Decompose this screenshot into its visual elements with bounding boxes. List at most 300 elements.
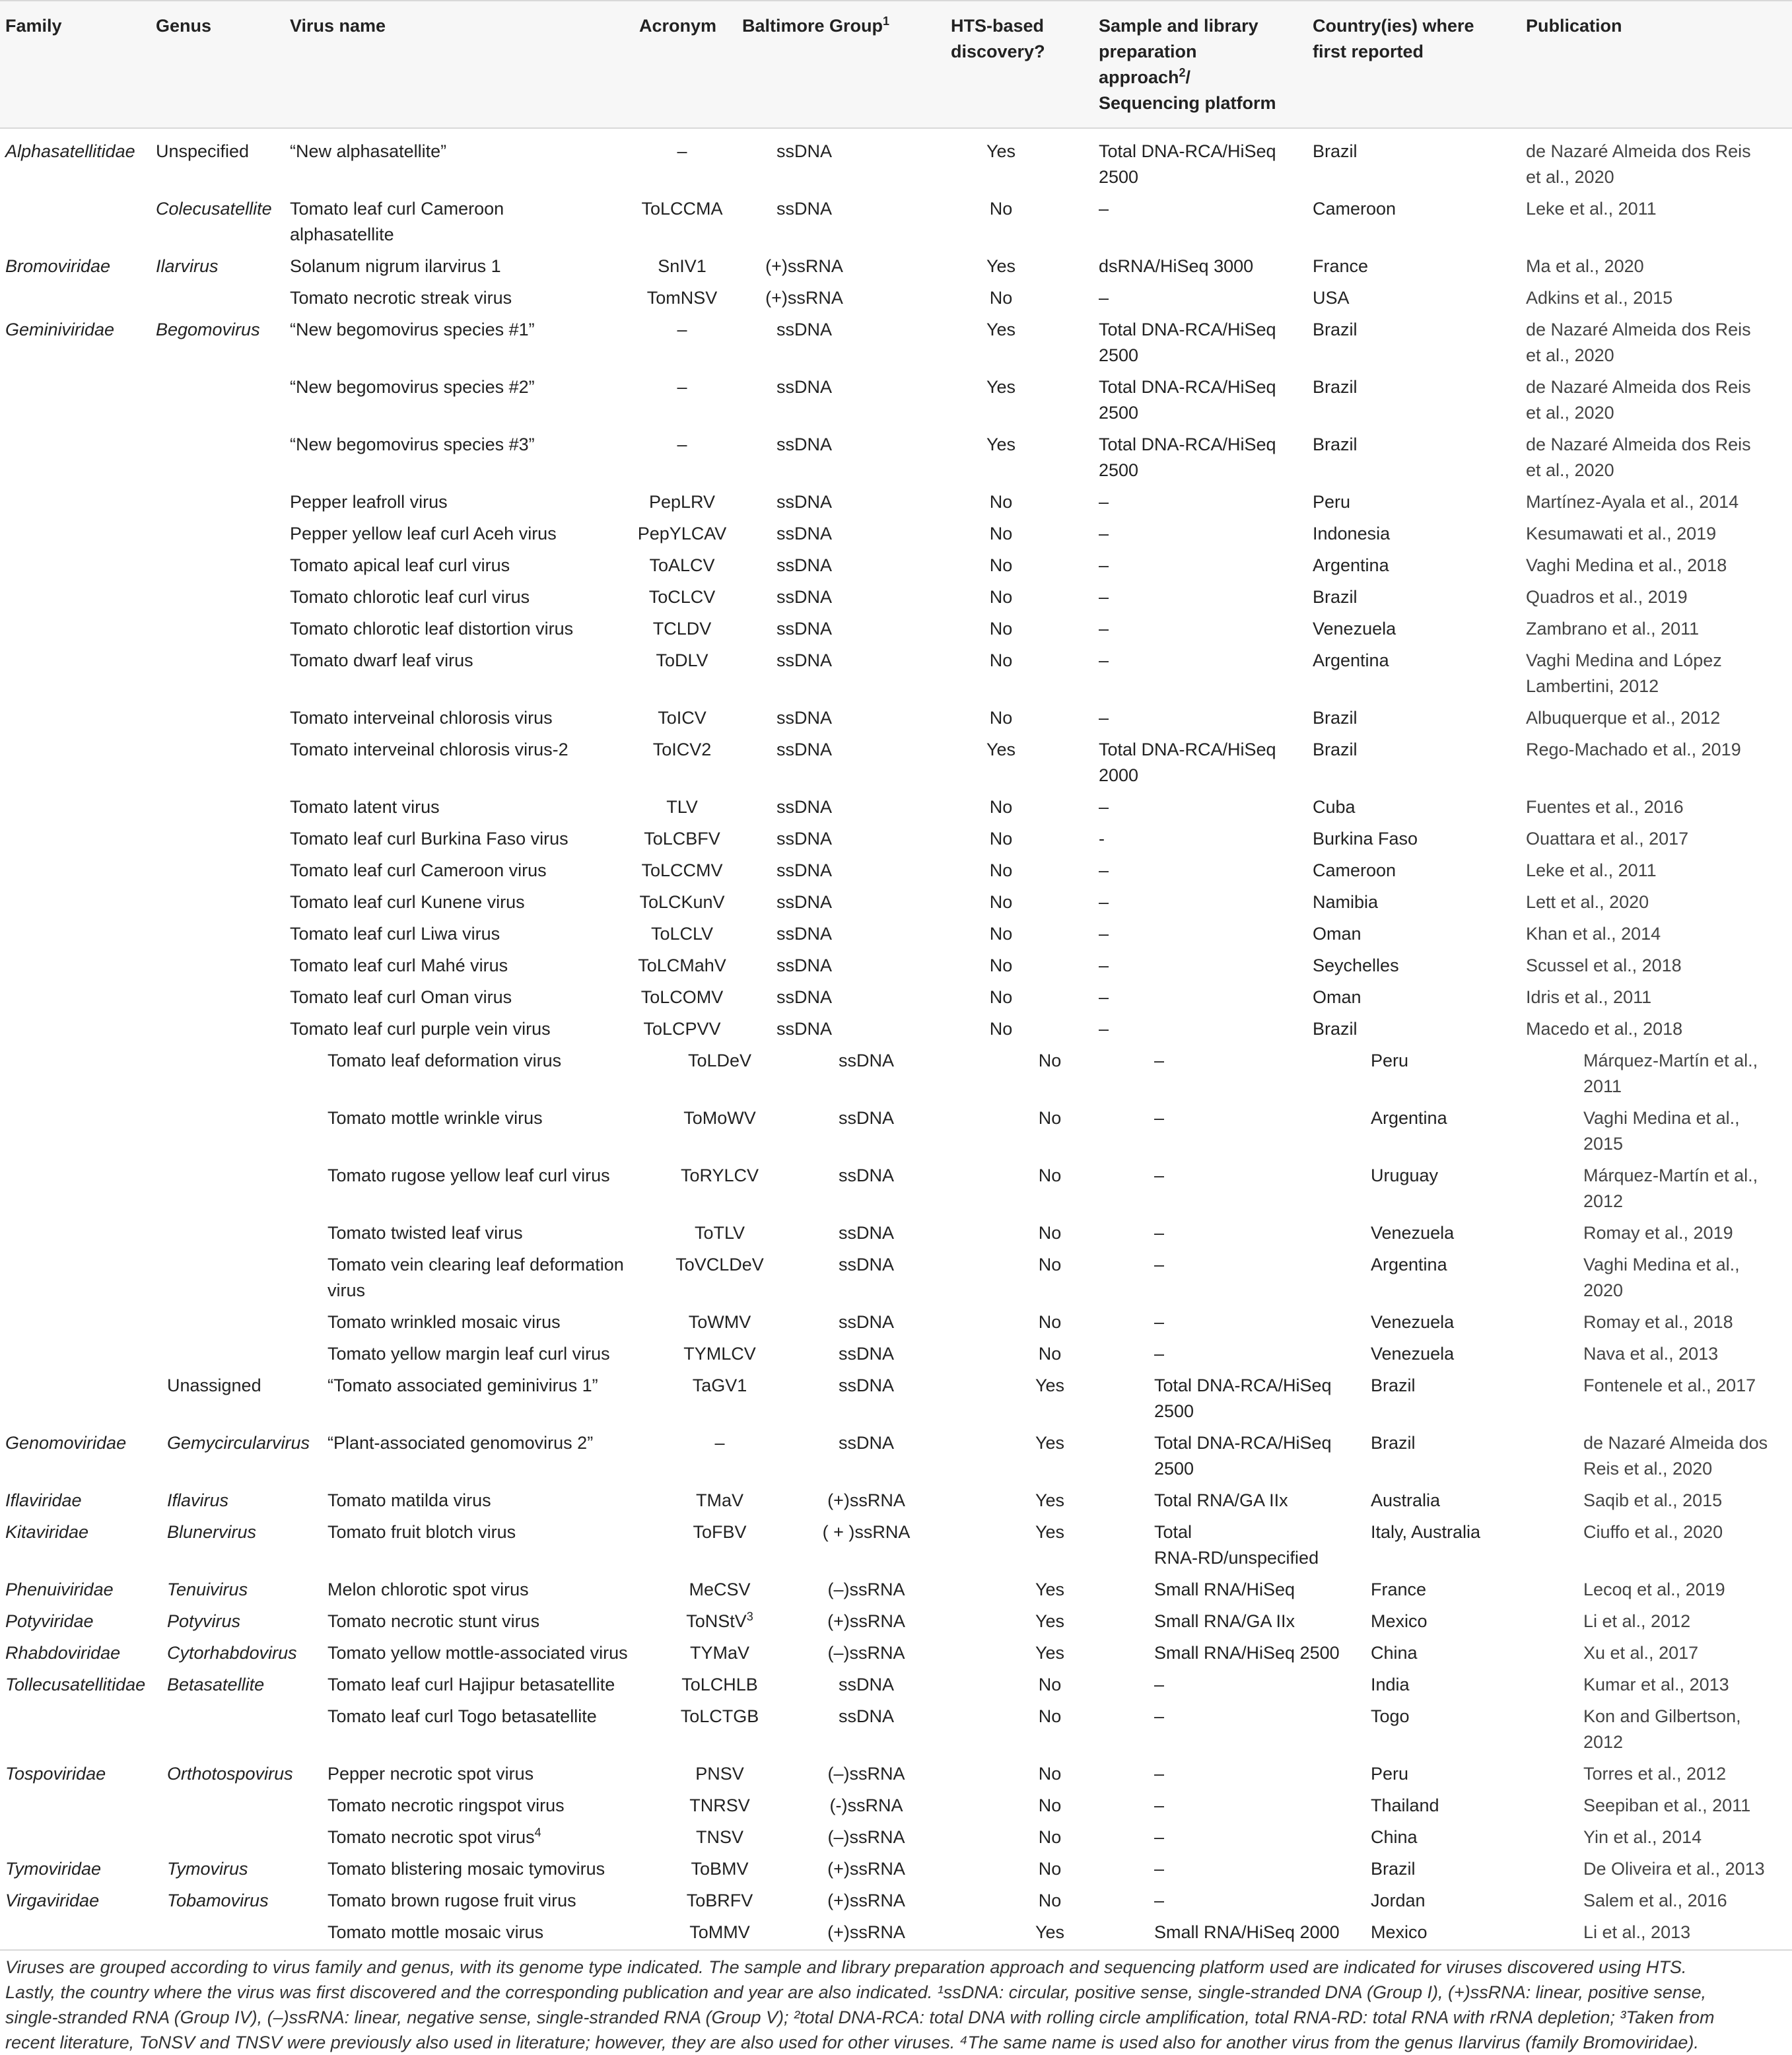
cell-family: Alphasatellitidae: [5, 141, 135, 161]
cell-publication: Reis et al., 2020: [1583, 1459, 1713, 1479]
cell-publication: Vaghi Medina et al., 2018: [1526, 555, 1727, 575]
cell-country: Peru: [1371, 1764, 1409, 1784]
header-virus-name: Virus name: [290, 16, 386, 36]
cell-country: Italy, Australia: [1371, 1522, 1481, 1542]
header-family: Family: [5, 16, 62, 36]
cell-virus-name: Tomato fruit blotch virus: [327, 1522, 516, 1542]
cell-virus-name: “New begomovirus species #2”: [290, 377, 535, 397]
cell-publication: Kon and Gilbertson,: [1583, 1706, 1741, 1726]
cell-sample-platform: Small RNA/GA IIx: [1154, 1611, 1295, 1631]
cell-sample-platform: Small RNA/HiSeq 2000: [1154, 1922, 1340, 1942]
cell-acronym: TaGV1: [692, 1376, 747, 1395]
acronym-footnote-marker: 3: [746, 1610, 753, 1623]
cell-sample-platform: –: [1154, 1344, 1165, 1364]
cell-baltimore-group: ssDNA: [838, 1166, 895, 1185]
cell-sample-platform: –: [1154, 1891, 1165, 1910]
cell-acronym: TomNSV: [646, 288, 718, 308]
cell-hts-discovery: No: [989, 860, 1013, 880]
cell-acronym: TYMLCV: [683, 1344, 756, 1364]
cell-hts-discovery: No: [989, 288, 1013, 308]
cell-hts-discovery: No: [989, 650, 1013, 670]
cell-sample-platform: –: [1099, 860, 1109, 880]
cell-publication: de Nazaré Almeida dos Reis: [1526, 435, 1751, 454]
cell-acronym: ToMoWV: [683, 1108, 756, 1128]
cell-virus-name: Tomato leaf curl Cameroon: [290, 199, 504, 219]
cell-publication: Vaghi Medina and López: [1526, 650, 1722, 670]
cell-country: Indonesia: [1313, 524, 1391, 543]
cell-publication: De Oliveira et al., 2013: [1583, 1859, 1765, 1879]
cell-country: Brazil: [1371, 1376, 1416, 1395]
header-hts-line1: HTS-based: [951, 16, 1045, 36]
cell-acronym: PepLRV: [648, 492, 716, 512]
cell-family: Tymoviridae: [5, 1859, 102, 1879]
cell-country: Argentina: [1313, 650, 1389, 670]
cell-country: Argentina: [1371, 1255, 1447, 1274]
cell-country: Oman: [1313, 987, 1361, 1007]
cell-sample-platform: 2500: [1099, 460, 1139, 480]
cell-country: Cuba: [1313, 797, 1356, 817]
cell-publication: Zambrano et al., 2011: [1526, 619, 1700, 639]
cell-country: Oman: [1313, 924, 1361, 944]
cell-genus: Blunervirus: [167, 1522, 257, 1542]
cell-sample-platform: Total DNA-RCA/HiSeq: [1099, 377, 1276, 397]
cell-publication: Nava et al., 2013: [1583, 1344, 1719, 1364]
cell-publication: Idris et al., 2011: [1526, 987, 1652, 1007]
cell-acronym: ToMMV: [689, 1922, 750, 1942]
cell-hts-discovery: Yes: [1035, 1611, 1065, 1631]
cell-country: Brazil: [1313, 435, 1358, 454]
cell-hts-discovery: No: [989, 587, 1013, 607]
cell-baltimore-group: ssDNA: [776, 435, 833, 454]
cell-baltimore-group: (+)ssRNA: [827, 1611, 905, 1631]
cell-publication: de Nazaré Almeida dos: [1583, 1433, 1768, 1453]
cell-genus: Ilarvirus: [156, 256, 219, 276]
cell-baltimore-group: ssDNA: [776, 892, 833, 912]
cell-baltimore-group: ssDNA: [776, 650, 833, 670]
cell-baltimore-group: ssDNA: [776, 924, 833, 944]
cell-sample-platform: –: [1099, 650, 1109, 670]
cell-genus: Potyvirus: [167, 1611, 241, 1631]
cell-baltimore-group: ssDNA: [776, 377, 833, 397]
cell-baltimore-group: (+)ssRNA: [827, 1922, 905, 1942]
cell-acronym: ToWMV: [688, 1312, 751, 1332]
header-band: [0, 0, 1792, 127]
cell-family: Phenuiviridae: [5, 1580, 114, 1599]
cell-acronym: TYMaV: [689, 1643, 750, 1663]
cell-country: India: [1371, 1675, 1410, 1694]
header-sample-line4: Sequencing platform: [1099, 93, 1276, 113]
cell-sample-platform: –: [1099, 199, 1109, 219]
cell-virus-name: Tomato leaf curl Hajipur betasatellite: [327, 1675, 615, 1694]
cell-country: Mexico: [1371, 1922, 1428, 1942]
cell-sample-platform: –: [1154, 1108, 1165, 1128]
header-sample-line1: Sample and library: [1099, 16, 1258, 36]
cell-hts-discovery: No: [1038, 1051, 1062, 1070]
cell-sample-platform: –: [1154, 1166, 1165, 1185]
cell-sample-platform: –: [1154, 1764, 1165, 1784]
cell-country: France: [1313, 256, 1369, 276]
cell-publication: Márquez-Martín et al.,: [1583, 1166, 1758, 1185]
cell-sample-platform: Total: [1154, 1522, 1192, 1542]
cell-virus-name: Tomato wrinkled mosaic virus: [327, 1312, 561, 1332]
cell-sample-platform: –: [1099, 492, 1109, 512]
cell-publication: Ma et al., 2020: [1526, 256, 1644, 276]
cell-acronym: ToLCCMV: [641, 860, 723, 880]
cell-publication: Rego-Machado et al., 2019: [1526, 740, 1741, 759]
cell-country: Argentina: [1371, 1108, 1447, 1128]
cell-family: Kitaviridae: [5, 1522, 89, 1542]
cell-virus-name: Tomato leaf curl Cameroon virus: [290, 860, 547, 880]
cell-baltimore-group: ssDNA: [776, 740, 833, 759]
cell-baltimore-group: (-)ssRNA: [829, 1795, 903, 1815]
cell-publication: Torres et al., 2012: [1583, 1764, 1727, 1784]
cell-baltimore-group: ssDNA: [776, 619, 833, 639]
cell-sample-platform: Total RNA/GA IIx: [1154, 1490, 1288, 1510]
cell-hts-discovery: Yes: [1035, 1490, 1065, 1510]
cell-baltimore-group: (+)ssRNA: [827, 1490, 905, 1510]
cell-virus-name: Tomato leaf curl Kunene virus: [290, 892, 525, 912]
cell-sample-platform: Total DNA-RCA/HiSeq: [1099, 320, 1276, 339]
cell-sample-platform: –: [1099, 708, 1109, 728]
cell-publication: Quadros et al., 2019: [1526, 587, 1688, 607]
cell-publication: de Nazaré Almeida dos Reis: [1526, 320, 1751, 339]
cell-virus-name: Tomato matilda virus: [327, 1490, 491, 1510]
cell-virus-name: Tomato leaf curl Oman virus: [290, 987, 512, 1007]
cell-baltimore-group: (–)ssRNA: [827, 1764, 905, 1784]
cell-virus-name: Tomato interveinal chlorosis virus: [290, 708, 553, 728]
cell-sample-platform: –: [1154, 1795, 1165, 1815]
cell-virus-name: Tomato twisted leaf virus: [327, 1223, 523, 1243]
header-country-line2: first reported: [1313, 42, 1424, 61]
cell-country: USA: [1313, 288, 1350, 308]
cell-virus-name: Tomato leaf curl Liwa virus: [290, 924, 500, 944]
header-rule: [0, 127, 1792, 129]
cell-virus-name: Tomato apical leaf curl virus: [290, 555, 510, 575]
cell-publication: Leke et al., 2011: [1526, 199, 1657, 219]
cell-hts-discovery: Yes: [1035, 1376, 1065, 1395]
header-hts-line2: discovery?: [951, 42, 1045, 61]
cell-baltimore-group: ssDNA: [776, 956, 833, 975]
cell-hts-discovery: No: [1038, 1764, 1062, 1784]
cell-country: Venezuela: [1313, 619, 1396, 639]
cell-sample-platform: Total DNA-RCA/HiSeq: [1099, 435, 1276, 454]
cell-sample-platform: –: [1099, 924, 1109, 944]
cell-baltimore-group: ssDNA: [776, 492, 833, 512]
cell-baltimore-group: ssDNA: [776, 829, 833, 849]
cell-publication: Lecoq et al., 2019: [1583, 1580, 1725, 1599]
cell-genus: Colecusatellite: [156, 199, 272, 219]
cell-publication: Vaghi Medina et al.,: [1583, 1108, 1740, 1128]
cell-baltimore-group: ssDNA: [776, 587, 833, 607]
virus-footnote-marker: 4: [534, 1826, 541, 1839]
cell-acronym: ToLCKunV: [639, 892, 725, 912]
cell-virus-name: Tomato necrotic stunt virus: [327, 1611, 540, 1631]
cell-country: Brazil: [1371, 1859, 1416, 1879]
cell-virus-name: Pepper necrotic spot virus: [327, 1764, 534, 1784]
cell-sample-platform: –: [1154, 1706, 1165, 1726]
cell-hts-discovery: No: [989, 797, 1013, 817]
cell-sample-platform: –: [1099, 587, 1109, 607]
cell-hts-discovery: No: [989, 1019, 1013, 1039]
cell-publication: Romay et al., 2019: [1583, 1223, 1733, 1243]
cell-sample-platform: RNA-RD/unspecified: [1154, 1548, 1319, 1568]
cell-publication: Martínez-Ayala et al., 2014: [1526, 492, 1739, 512]
cell-acronym: –: [677, 435, 687, 454]
cell-baltimore-group: ssDNA: [838, 1344, 895, 1364]
cell-virus-name: “Plant-associated genomovirus 2”: [327, 1433, 594, 1453]
cell-virus-name: alphasatellite: [290, 225, 394, 244]
cell-baltimore-group: ssDNA: [776, 708, 833, 728]
cell-sample-platform: 2500: [1154, 1401, 1194, 1421]
cell-virus-name: Tomato vein clearing leaf deformation: [327, 1255, 624, 1274]
cell-virus-name: Tomato mottle wrinkle virus: [327, 1108, 543, 1128]
cell-publication: 2020: [1583, 1280, 1624, 1300]
cell-virus-name: virus: [327, 1280, 366, 1300]
cell-acronym: ToLCOMV: [640, 987, 724, 1007]
cell-hts-discovery: No: [1038, 1706, 1062, 1726]
cell-publication: 2012: [1583, 1732, 1624, 1752]
cell-hts-discovery: Yes: [986, 377, 1016, 397]
cell-baltimore-group: (–)ssRNA: [827, 1580, 905, 1599]
cell-sample-platform: –: [1099, 288, 1109, 308]
cell-sample-platform: Small RNA/HiSeq: [1154, 1580, 1295, 1599]
cell-baltimore-group: ssDNA: [776, 320, 833, 339]
cell-publication: Romay et al., 2018: [1583, 1312, 1733, 1332]
cell-acronym: ToBRFV: [686, 1891, 753, 1910]
cell-publication: et al., 2020: [1526, 403, 1614, 423]
cell-country: Togo: [1371, 1706, 1410, 1726]
header-sample-line2: preparation: [1099, 42, 1197, 61]
cell-sample-platform: -: [1099, 829, 1105, 849]
cell-baltimore-group: (–)ssRNA: [827, 1643, 905, 1663]
cell-country: France: [1371, 1580, 1427, 1599]
cell-hts-discovery: No: [1038, 1891, 1062, 1910]
header-baltimore-group: Baltimore Group$^1$: [742, 15, 890, 36]
header-publication: Publication: [1526, 16, 1622, 36]
cell-publication: Kesumawati et al., 2019: [1526, 524, 1717, 543]
cell-publication: de Nazaré Almeida dos Reis: [1526, 377, 1751, 397]
table-top-rule: [0, 0, 1792, 1]
cell-country: Cameroon: [1313, 199, 1396, 219]
cell-hts-discovery: No: [1038, 1255, 1062, 1274]
cell-publication: Fuentes et al., 2016: [1526, 797, 1684, 817]
table-bottom-rule: [0, 1949, 1792, 1951]
cell-publication: Vaghi Medina et al.,: [1583, 1255, 1740, 1274]
cell-acronym: ToLCCMA: [641, 199, 723, 219]
cell-publication: 2011: [1583, 1076, 1622, 1096]
cell-acronym: ToLCHLB: [681, 1675, 758, 1694]
cell-hts-discovery: Yes: [986, 320, 1016, 339]
cell-virus-name: Tomato leaf curl Burkina Faso virus: [290, 829, 569, 849]
header-sample-line3: approach$^2$/: [1099, 66, 1191, 87]
cell-sample-platform: –: [1099, 892, 1109, 912]
cell-publication: et al., 2020: [1526, 167, 1614, 187]
cell-baltimore-group: (–)ssRNA: [827, 1827, 905, 1847]
cell-sample-platform: Total DNA-RCA/HiSeq: [1099, 740, 1276, 759]
cell-country: Venezuela: [1371, 1223, 1455, 1243]
cell-virus-name: Tomato chlorotic leaf distortion virus: [290, 619, 574, 639]
cell-family: Potyviridae: [5, 1611, 94, 1631]
cell-country: Brazil: [1313, 587, 1358, 607]
cell-hts-discovery: No: [989, 524, 1013, 543]
cell-acronym: –: [677, 320, 687, 339]
cell-acronym: PNSV: [695, 1764, 744, 1784]
cell-acronym: ToLCBFV: [644, 829, 720, 849]
header-baltimore-footnote-marker: 1: [883, 15, 890, 28]
cell-family: Tospoviridae: [5, 1764, 106, 1784]
cell-publication: de Nazaré Almeida dos Reis: [1526, 141, 1751, 161]
cell-sample-platform: 2500: [1099, 167, 1139, 187]
cell-virus-name: Tomato blistering mosaic tymovirus: [327, 1859, 605, 1879]
header-sample-footnote-marker: 2: [1179, 66, 1186, 79]
cell-virus-name: Pepper leafroll virus: [290, 492, 448, 512]
cell-acronym: SnIV1: [658, 256, 706, 276]
cell-baltimore-group: ssDNA: [838, 1376, 895, 1395]
cell-baltimore-group: ssDNA: [776, 1019, 833, 1039]
cell-virus-name: Solanum nigrum ilarvirus 1: [290, 256, 501, 276]
cell-hts-discovery: Yes: [1035, 1643, 1065, 1663]
cell-country: Brazil: [1313, 740, 1358, 759]
cell-sample-platform: –: [1099, 524, 1109, 543]
cell-sample-platform: –: [1154, 1255, 1165, 1274]
cell-sample-platform: –: [1099, 956, 1109, 975]
cell-sample-platform: Total DNA-RCA/HiSeq: [1099, 141, 1276, 161]
cell-country: Peru: [1371, 1051, 1409, 1070]
cell-acronym: TMaV: [695, 1490, 744, 1510]
cell-country: Brazil: [1371, 1433, 1416, 1453]
cell-family: Genomoviridae: [5, 1433, 127, 1453]
cell-hts-discovery: No: [1038, 1675, 1062, 1694]
cell-sample-platform: –: [1154, 1051, 1165, 1070]
cell-publication: Ouattara et al., 2017: [1526, 829, 1689, 849]
cell-virus-name: Tomato mottle mosaic virus: [327, 1922, 544, 1942]
cell-virus-name: Tomato yellow mottle-associated virus: [327, 1643, 628, 1663]
cell-acronym: ToFBV: [693, 1522, 747, 1542]
cell-baltimore-group: ssDNA: [838, 1433, 895, 1453]
cell-virus-name: Tomato necrotic spot virus$^4$: [327, 1826, 541, 1847]
cell-publication: Seepiban et al., 2011: [1583, 1795, 1751, 1815]
cell-acronym: MeCSV: [689, 1580, 751, 1599]
cell-publication: Ciuffo et al., 2020: [1583, 1522, 1723, 1542]
cell-virus-name: “New begomovirus species #1”: [290, 320, 535, 339]
cell-family: Geminiviridae: [5, 320, 115, 339]
cell-hts-discovery: No: [1038, 1312, 1062, 1332]
cell-acronym: ToLCLV: [650, 924, 714, 944]
cell-hts-discovery: No: [1038, 1795, 1062, 1815]
cell-baltimore-group: ssDNA: [776, 199, 833, 219]
footnote-line: recent literature, ToNSV and TNSV were previously also used in literature; however, they are also used for other viruses. ⁴The same name is used also for another virus from the genus Ilarvirus (family Bromoviridae).: [5, 2033, 1699, 2052]
cell-sample-platform: Small RNA/HiSeq 2500: [1154, 1643, 1340, 1663]
cell-hts-discovery: No: [989, 708, 1013, 728]
cell-acronym: –: [677, 141, 687, 161]
cell-family: Bromoviridae: [5, 256, 111, 276]
cell-virus-name: Tomato yellow margin leaf curl virus: [327, 1344, 610, 1364]
header-country-line1: Country(ies) where: [1313, 16, 1474, 36]
cell-country: Peru: [1313, 492, 1351, 512]
cell-sample-platform: –: [1154, 1675, 1165, 1694]
cell-country: Seychelles: [1313, 956, 1399, 975]
cell-virus-name: Pepper yellow leaf curl Aceh virus: [290, 524, 557, 543]
cell-country: Venezuela: [1371, 1344, 1455, 1364]
cell-hts-discovery: No: [1038, 1223, 1062, 1243]
cell-sample-platform: Total DNA-RCA/HiSeq: [1154, 1376, 1332, 1395]
cell-hts-discovery: No: [1038, 1166, 1062, 1185]
cell-hts-discovery: No: [1038, 1859, 1062, 1879]
cell-publication: Márquez-Martín et al.,: [1583, 1051, 1758, 1070]
cell-publication: 2012: [1583, 1191, 1624, 1211]
cell-country: Thailand: [1371, 1795, 1439, 1815]
cell-publication: et al., 2020: [1526, 345, 1614, 365]
cell-publication: Adkins et al., 2015: [1526, 288, 1673, 308]
cell-baltimore-group: ssDNA: [838, 1108, 895, 1128]
cell-family: Rhabdoviridae: [5, 1643, 121, 1663]
cell-country: Uruguay: [1371, 1166, 1439, 1185]
cell-virus-name: Tomato leaf curl Togo betasatellite: [327, 1706, 597, 1726]
cell-baltimore-group: ssDNA: [838, 1255, 895, 1274]
cell-family: Virgaviridae: [5, 1891, 100, 1910]
cell-sample-platform: –: [1154, 1223, 1165, 1243]
cell-acronym: ToICV2: [652, 740, 712, 759]
cell-publication: Lett et al., 2020: [1526, 892, 1649, 912]
cell-hts-discovery: No: [989, 829, 1013, 849]
header-genus: Genus: [156, 16, 212, 36]
cell-family: Iflaviridae: [5, 1490, 82, 1510]
cell-virus-name: Tomato dwarf leaf virus: [290, 650, 473, 670]
cell-virus-name: “New begomovirus species #3”: [290, 435, 535, 454]
cell-virus-name: Tomato interveinal chlorosis virus-2: [290, 740, 569, 759]
cell-virus-name: Melon chlorotic spot virus: [327, 1580, 529, 1599]
cell-publication: 2015: [1583, 1134, 1624, 1154]
cell-acronym: TNSV: [695, 1827, 744, 1847]
cell-acronym: ToDLV: [656, 650, 708, 670]
cell-publication: Salem et al., 2016: [1583, 1891, 1727, 1910]
cell-acronym: TNRSV: [689, 1795, 750, 1815]
cell-genus: Orthotospovirus: [167, 1764, 293, 1784]
cell-genus: Tymovirus: [167, 1859, 248, 1879]
cell-hts-discovery: No: [989, 987, 1013, 1007]
cell-country: Australia: [1371, 1490, 1441, 1510]
cell-publication: Lambertini, 2012: [1526, 676, 1659, 696]
cell-baltimore-group: ssDNA: [776, 797, 833, 817]
cell-genus: Betasatellite: [167, 1675, 265, 1694]
cell-baltimore-group: ssDNA: [838, 1223, 895, 1243]
cell-baltimore-group: ssDNA: [776, 860, 833, 880]
cell-country: Brazil: [1313, 1019, 1358, 1039]
cell-acronym: ToCLCV: [648, 587, 716, 607]
cell-country: Brazil: [1313, 377, 1358, 397]
cell-hts-discovery: Yes: [986, 435, 1016, 454]
cell-hts-discovery: No: [989, 199, 1013, 219]
cell-publication: Fontenele et al., 2017: [1583, 1376, 1756, 1395]
cell-sample-platform: –: [1099, 987, 1109, 1007]
cell-virus-name: Tomato leaf curl Mahé virus: [290, 956, 508, 975]
cell-sample-platform: –: [1099, 619, 1109, 639]
cell-country: Cameroon: [1313, 860, 1396, 880]
cell-country: Argentina: [1313, 555, 1389, 575]
cell-acronym: ToRYLCV: [680, 1166, 759, 1185]
cell-hts-discovery: No: [989, 956, 1013, 975]
cell-country: China: [1371, 1643, 1418, 1663]
cell-publication: Saqib et al., 2015: [1583, 1490, 1723, 1510]
cell-sample-platform: –: [1154, 1312, 1165, 1332]
cell-baltimore-group: (+)ssRNA: [827, 1859, 905, 1879]
cell-hts-discovery: Yes: [1035, 1522, 1065, 1542]
cell-acronym: ToNStV$^3$: [686, 1610, 753, 1631]
cell-virus-name: Tomato rugose yellow leaf curl virus: [327, 1166, 610, 1185]
cell-genus: Unassigned: [167, 1376, 261, 1395]
cell-country: Brazil: [1313, 320, 1358, 339]
cell-publication: Xu et al., 2017: [1583, 1643, 1699, 1663]
